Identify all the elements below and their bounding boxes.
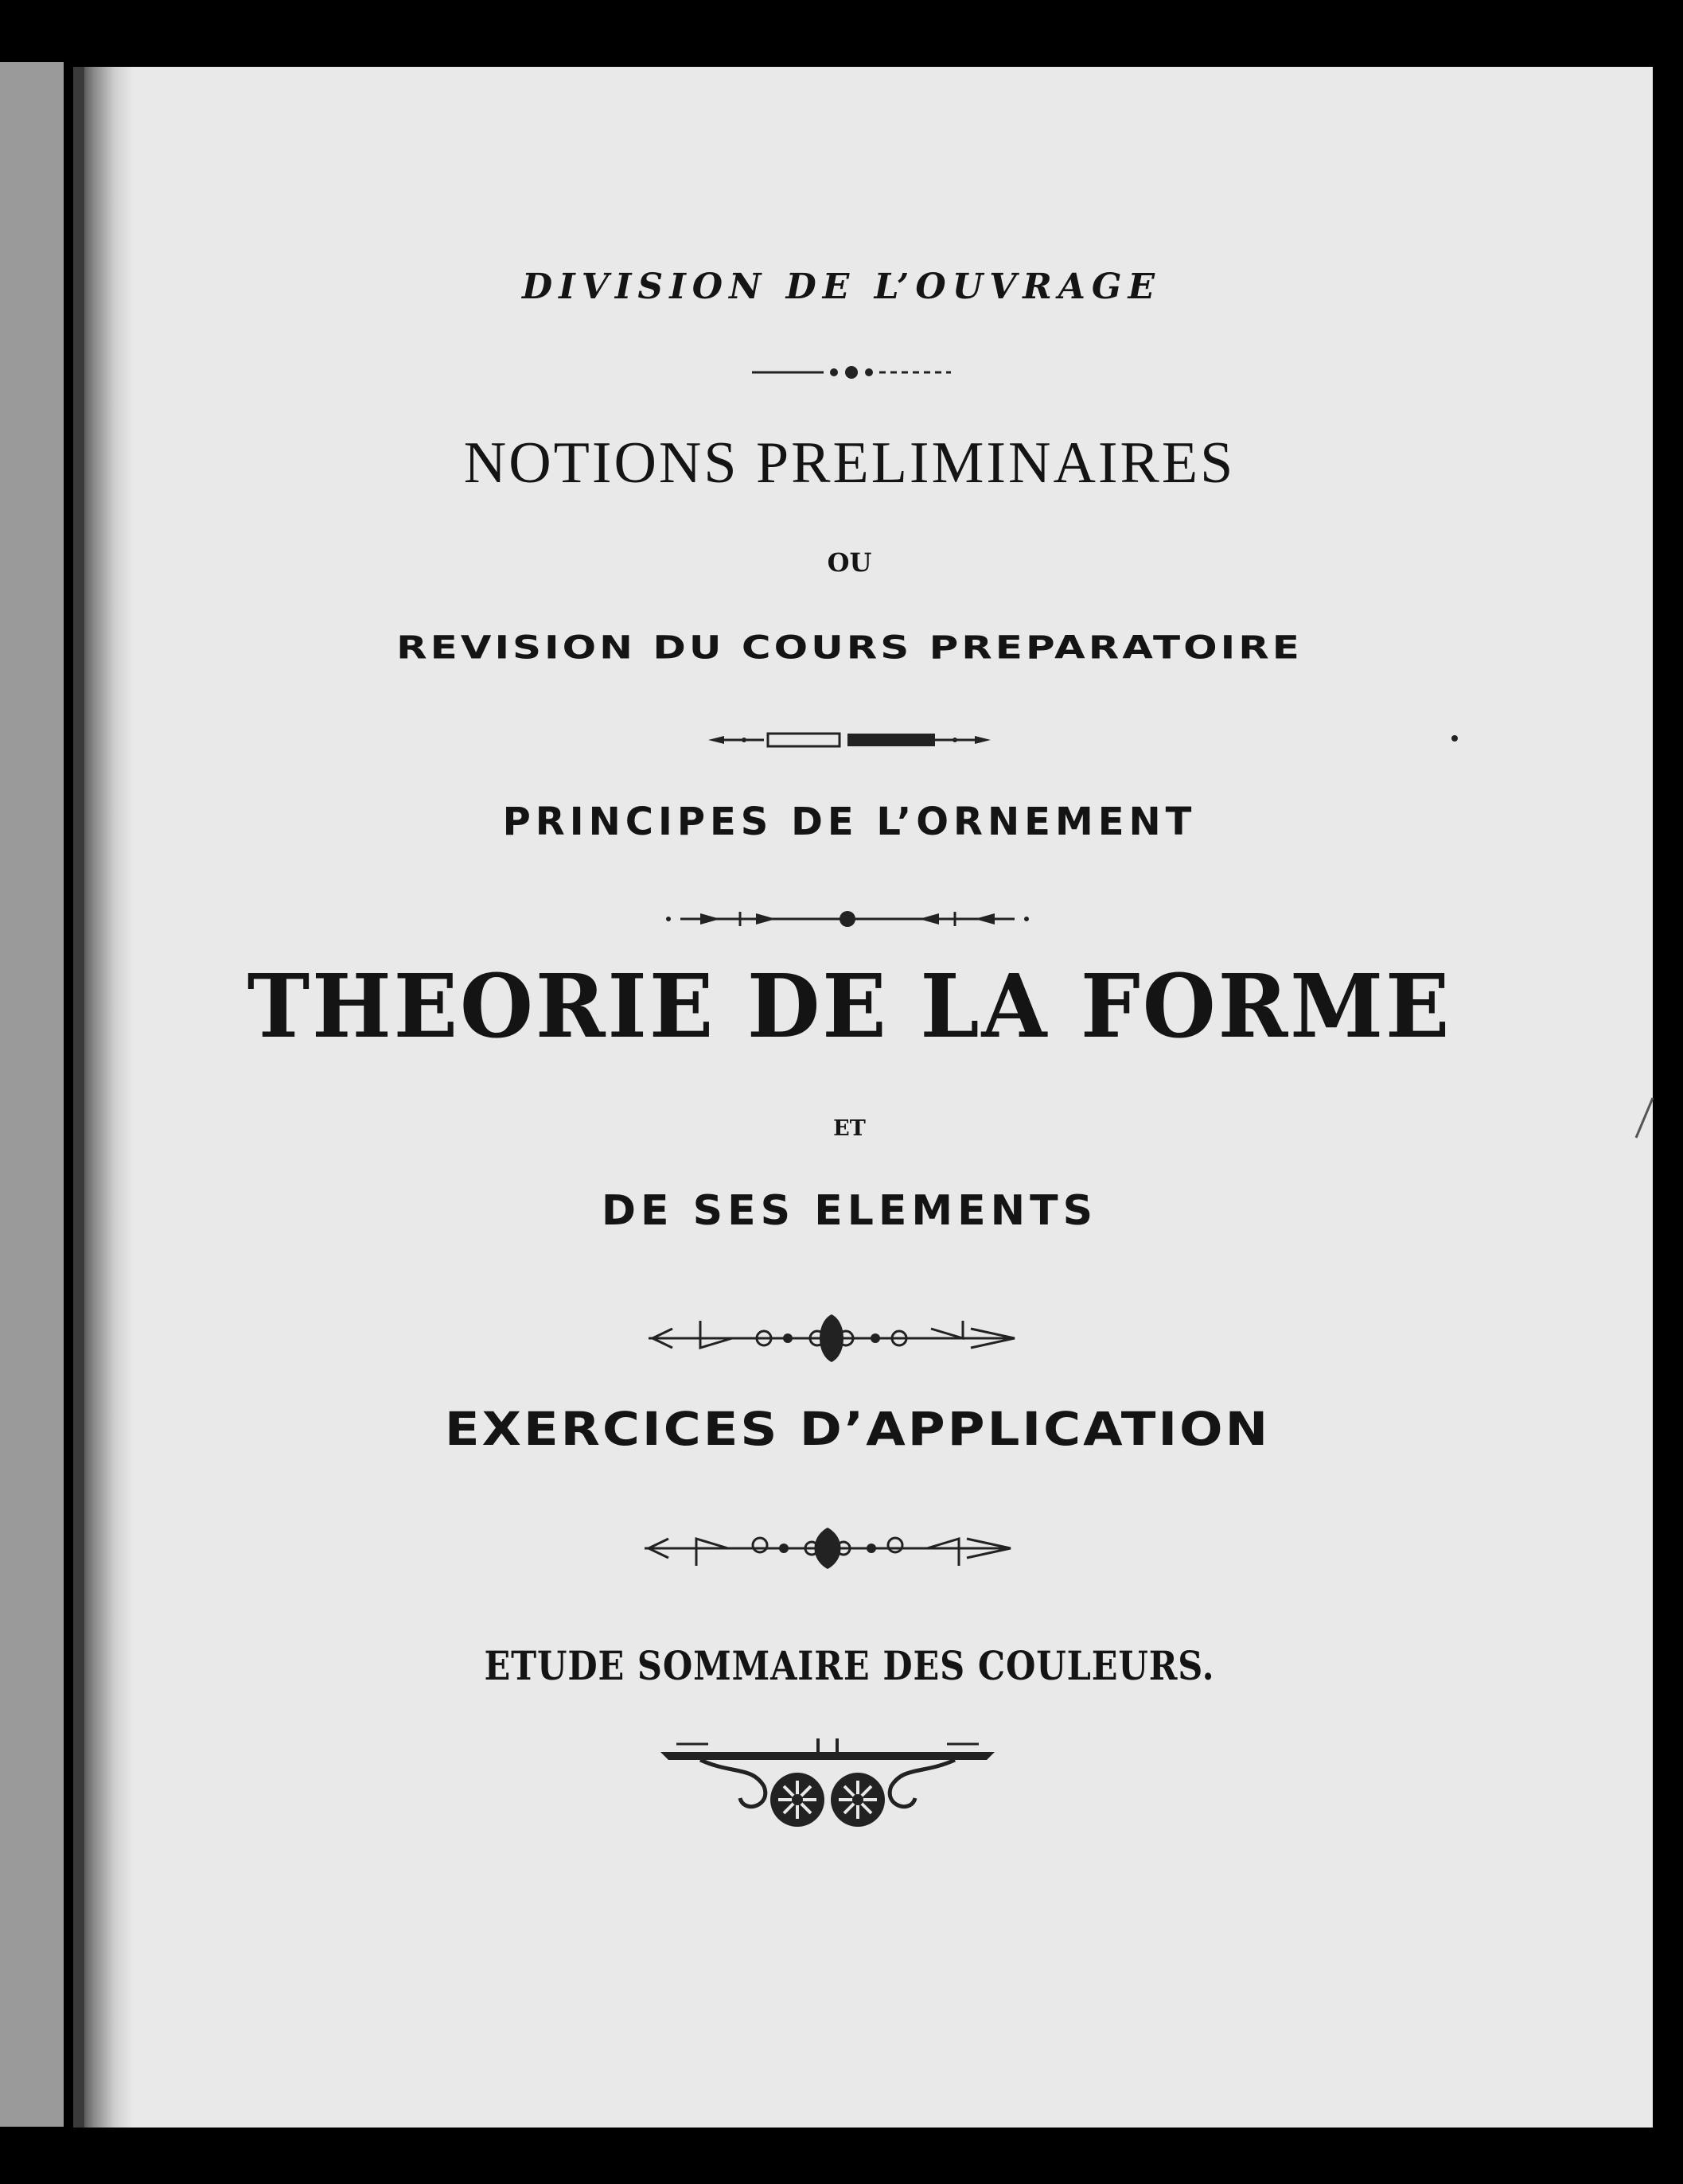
principes-heading: PRINCIPES DE L’ORNEMENT — [502, 800, 1197, 844]
etude-heading: ETUDE SOMMAIRE DES COULEURS. — [484, 1642, 1215, 1689]
speck — [1451, 735, 1458, 742]
theorie-title: THEORIE DE LA FORME — [247, 955, 1452, 1057]
ou-conjunction: OU — [827, 547, 872, 578]
revision-heading: REVISION DU COURS PREPARATOIRE — [396, 629, 1303, 667]
exercices-heading: EXERCICES D’APPLICATION — [444, 1403, 1271, 1457]
previous-page-edge — [0, 62, 64, 2127]
et-conjunction: ET — [833, 1116, 866, 1141]
elements-heading: DE SES ELEMENTS — [601, 1187, 1098, 1235]
division-heading: DIVISION DE L’OUVRAGE — [521, 267, 1162, 307]
notions-heading: NOTIONS PRELIMINAIRES — [463, 430, 1236, 496]
